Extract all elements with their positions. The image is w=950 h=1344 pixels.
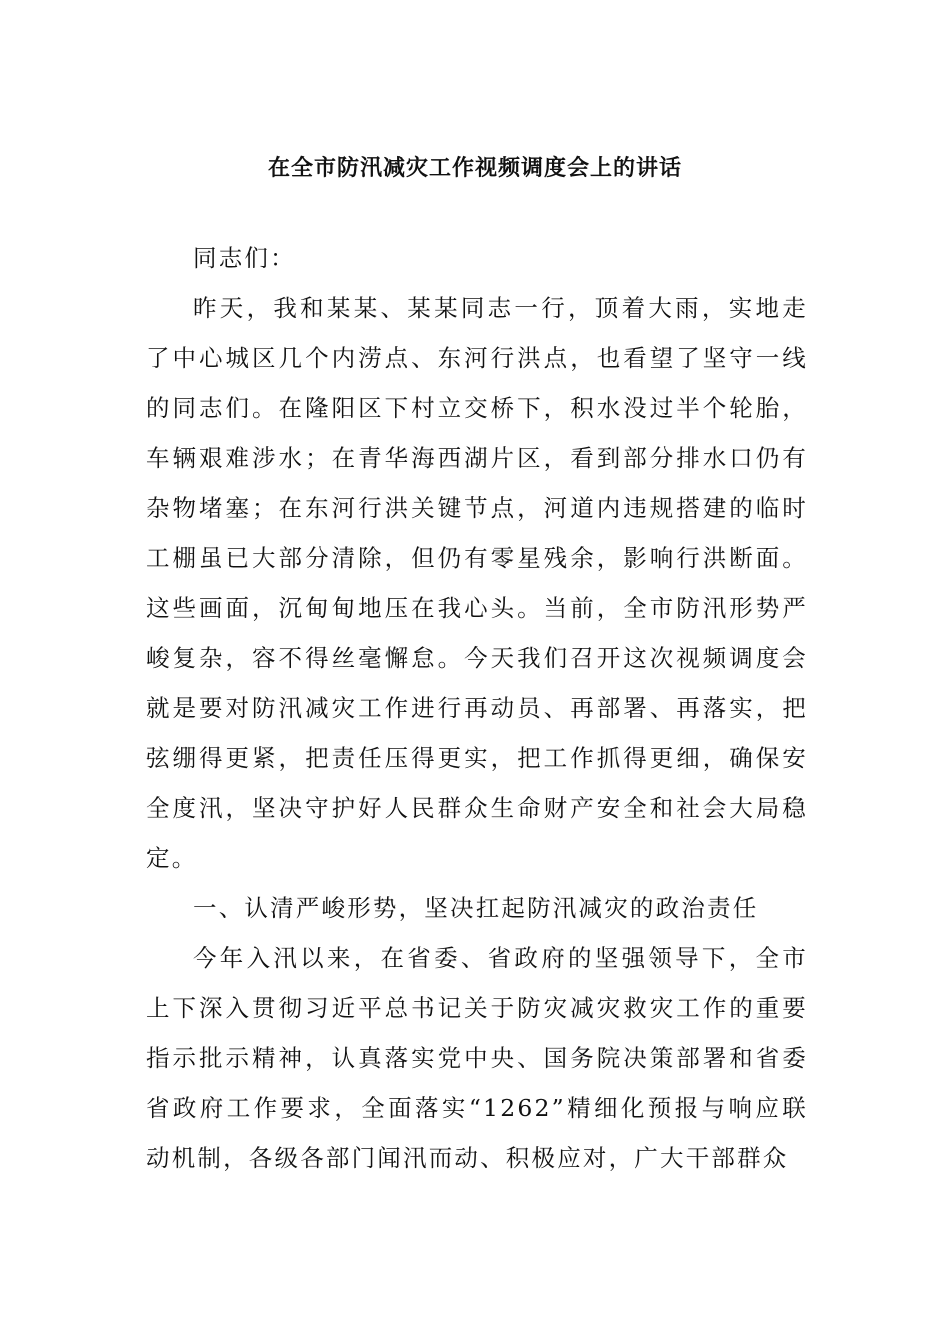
paragraph-intro: 昨天，我和某某、某某同志一行，顶着大雨，实地走了中心城区几个内涝点、东河行洪点，也看望了坚守一线的同志们。在隆阳区下村立交桥下，积水没过半个轮胎，车辆艰难涉水；在青华海西湖片区，看到部分排水口仍有杂物堵塞；在东河行洪关键节点，河道内违规搭建的临时工棚虽已大部分清除，但仍有零星残余，影响行洪断面。这些画面，沉甸甸地压在我心头。当前，全市防汛形势严峻复杂，容不得丝毫懈怠。今天我们召开这次视频调度会就是要对防汛减灾工作进行再动员、再部署、再落实，把弦绷得更紧，把责任压得更实，把工作抓得更细，确保安全度汛，坚决守护好人民群众生命财产安全和社会大局稳定。 [146, 294, 808, 872]
section-heading-1: 一、认清严峻形势，坚决扛起防汛减灾的政治责任 [193, 894, 759, 922]
paragraph-section-1: 今年入汛以来，在省委、省政府的坚强领导下，全市上下深入贯彻习近平总书记关于防灾减灾救灾工作的重要指示批示精神，认真落实党中央、国务院决策部署和省委省政府工作要求，全面落实“1262”精细化预报与响应联动机制，各级各部门闻汛而动、积极应对，广大干部群众 [146, 944, 808, 1172]
greeting: 同志们： [193, 244, 296, 272]
document-title: 在全市防汛减灾工作视频调度会上的讲话 [267, 155, 682, 181]
document-body [146, 233, 808, 1183]
